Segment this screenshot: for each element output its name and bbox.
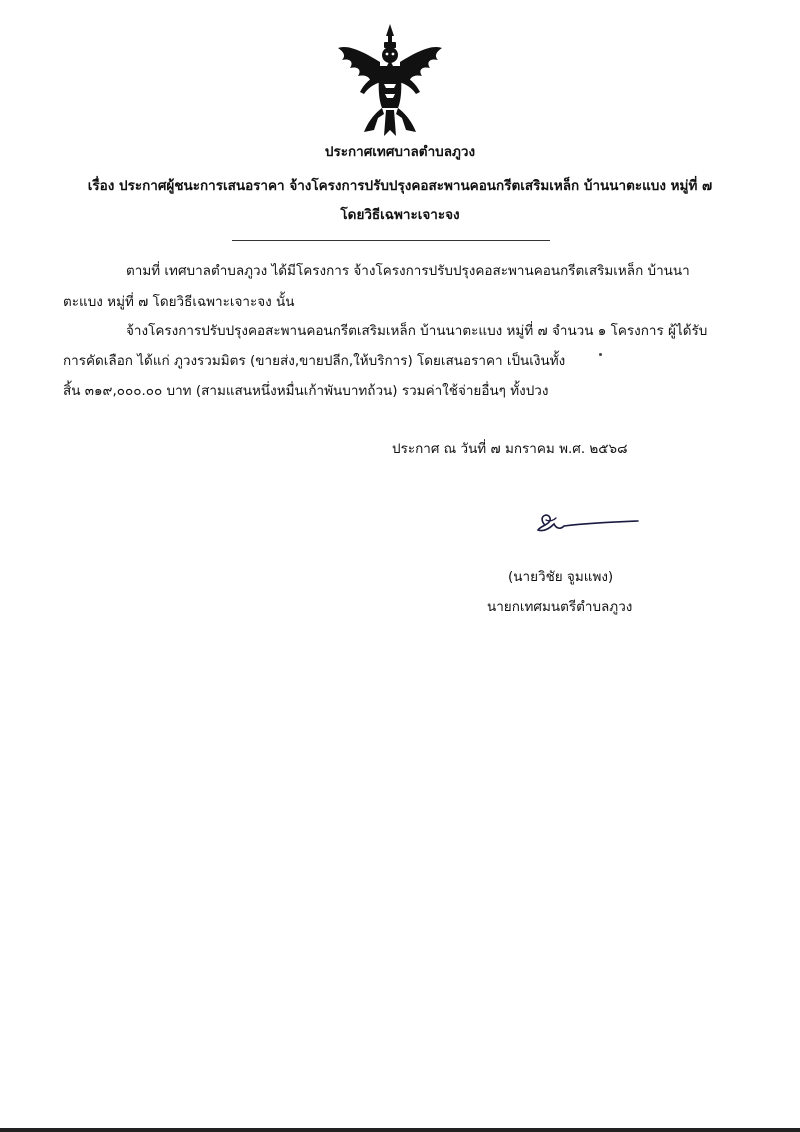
scan-speck — [599, 353, 602, 356]
scan-bottom-edge — [0, 1128, 800, 1132]
signature-icon — [530, 510, 640, 536]
paragraph-2-line-2: การคัดเลือก ได้แก่ ภูวงรวมมิตร (ขายส่ง,ขายปลีก,ให้บริการ) โดยเสนอราคา เป็นเงินทั้ง — [63, 353, 566, 369]
procurement-method: โดยวิธีเฉพาะเจาะจง — [340, 207, 460, 223]
announcement-date: ประกาศ ณ วันที่ ๗ มกราคม พ.ศ. ๒๕๖๘ — [392, 441, 628, 457]
document-subject: เรื่อง ประกาศผู้ชนะการเสนอราคา จ้างโครงการปรับปรุงคอสะพานคอนกรีตเสริมเหล็ก บ้านนาตะแบง หมู่ที่ ๗ — [87, 178, 713, 194]
paragraph-2-line-3: สิ้น ๓๑๙,๐๐๐.๐๐ บาท (สามแสนหนึ่งหมื่นเก้าพันบาทถ้วน) รวมค่าใช้จ่ายอื่นๆ ทั้งปวง — [63, 383, 549, 399]
paragraph-1-line-1: ตามที่ เทศบาลตำบลภูวง ได้มีโครงการ จ้างโครงการปรับปรุงคอสะพานคอนกรีตเสริมเหล็ก บ้านนา — [126, 263, 690, 279]
paragraph-2-line-1: จ้างโครงการปรับปรุงคอสะพานคอนกรีตเสริมเหล็ก บ้านนาตะแบง หมู่ที่ ๗ จำนวน ๑ โครงการ ผู้ได้รับ — [126, 323, 708, 339]
title-divider — [232, 240, 550, 241]
signer-name: (นายวิชัย จูมแพง) — [508, 569, 614, 585]
garuda-emblem-icon — [334, 22, 446, 138]
paragraph-1-line-2: ตะแบง หมู่ที่ ๗ โดยวิธีเฉพาะเจาะจง นั้น — [63, 294, 295, 310]
document-title: ประกาศเทศบาลตำบลภูวง — [324, 144, 476, 160]
signer-position: นายกเทศมนตรีตำบลภูวง — [487, 599, 633, 615]
